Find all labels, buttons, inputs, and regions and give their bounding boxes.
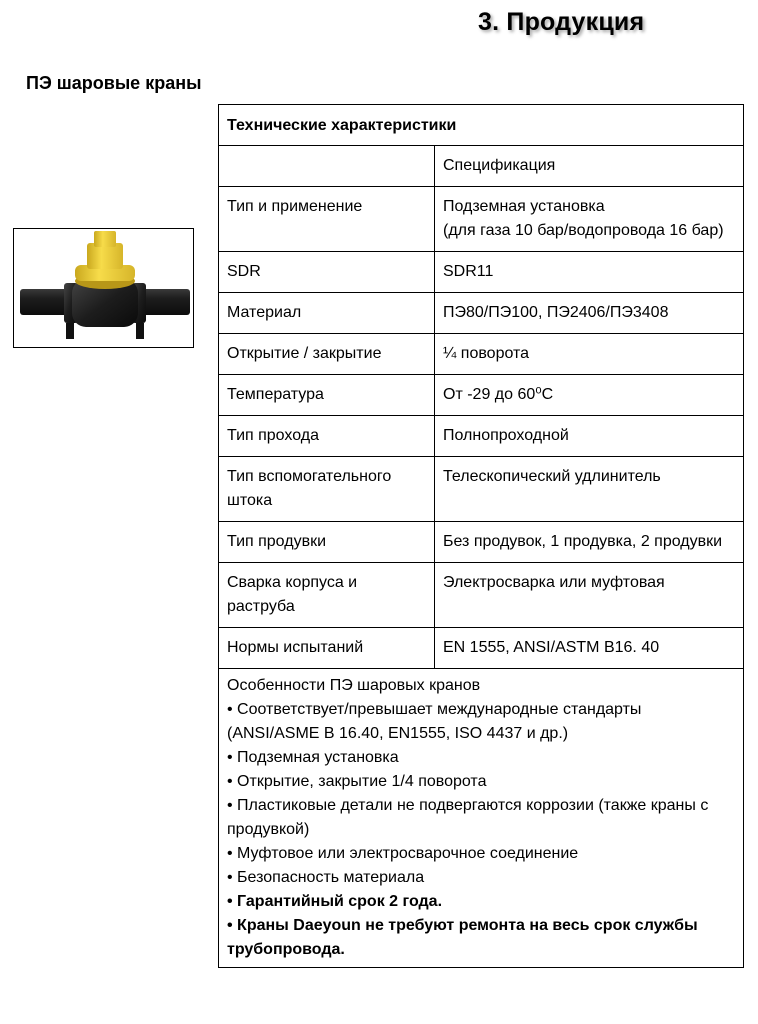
row-label: Тип прохода — [219, 416, 435, 457]
spec-column-header: Спецификация — [435, 146, 744, 187]
table-header: Технические характеристики — [219, 105, 744, 146]
table-row — [219, 293, 744, 334]
row-label: Материал — [219, 293, 435, 334]
row-value: Электросварка или муфтовая — [435, 563, 744, 628]
table-row — [219, 146, 744, 187]
row-value: От -29 до 60⁰С — [435, 375, 744, 416]
specifications-table — [218, 104, 744, 968]
page-title: 3. Продукция — [478, 8, 645, 36]
pe-ball-valve-photo-icon — [14, 229, 194, 348]
table-header-row — [219, 105, 744, 146]
row-value: ¼ поворота — [435, 334, 744, 375]
row-value: Телескопический удлинитель — [435, 457, 744, 522]
row-value: SDR11 — [435, 252, 744, 293]
product-photo — [13, 228, 194, 348]
table-row — [219, 628, 744, 669]
row-value: ПЭ80/ПЭ100, ПЭ2406/ПЭ3408 — [435, 293, 744, 334]
feature-item: • Безопасность материала — [227, 869, 425, 886]
table-cell-empty — [219, 146, 435, 187]
table-row — [219, 563, 744, 628]
row-value: EN 1555, ANSI/ASTM B16. 40 — [435, 628, 744, 669]
row-value: Полнопроходной — [435, 416, 744, 457]
table-row — [219, 375, 744, 416]
table-row — [219, 334, 744, 375]
feature-item-warranty: • Гарантийный срок 2 года. — [227, 893, 443, 910]
table-row — [219, 522, 744, 563]
feature-item: • Открытие, закрытие 1/4 поворота — [227, 773, 487, 790]
row-label: Тип вспомогательного штока — [219, 457, 435, 522]
section-subtitle: ПЭ шаровые краны — [26, 73, 202, 93]
feature-item: • Муфтовое или электросварочное соединение — [227, 845, 579, 862]
row-label: Открытие / закрытие — [219, 334, 435, 375]
feature-item-maintenance: • Краны Daeyoun не требуют ремонта на весь срок службы трубопровода. — [227, 917, 698, 958]
table-row — [219, 187, 744, 252]
row-label: Температура — [219, 375, 435, 416]
table-row — [219, 457, 744, 522]
features-row — [219, 669, 744, 968]
feature-item: • Соответствует/превышает международные стандарты (ANSI/ASME B 16.40, EN1555, ISO 4437 и др.) — [227, 701, 642, 742]
features-title: Особенности ПЭ шаровых кранов — [227, 677, 481, 694]
row-label: SDR — [219, 252, 435, 293]
feature-item: • Подземная установка — [227, 749, 399, 766]
row-label: Тип и применение — [219, 187, 435, 252]
table-row — [219, 252, 744, 293]
features-cell — [219, 669, 744, 968]
row-label: Тип продувки — [219, 522, 435, 563]
row-value: Без продувок, 1 продувка, 2 продувки — [435, 522, 744, 563]
row-label: Нормы испытаний — [219, 628, 435, 669]
table-row — [219, 416, 744, 457]
feature-item: • Пластиковые детали не подвергаются коррозии (также краны с продувкой) — [227, 797, 709, 838]
row-label: Сварка корпуса и раструба — [219, 563, 435, 628]
row-value: Подземная установка (для газа 10 бар/водопровода 16 бар) — [435, 187, 744, 252]
